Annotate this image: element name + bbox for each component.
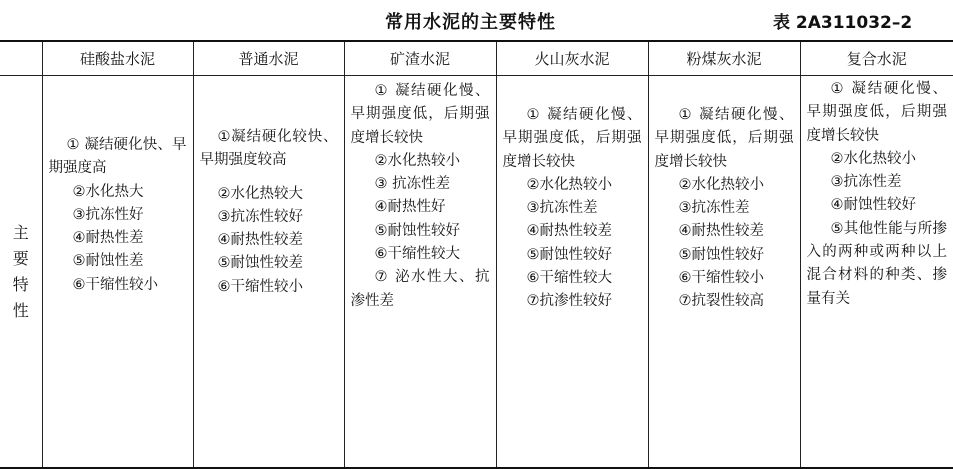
property-item: ⑤耐蚀性较好: [374, 222, 460, 239]
property-item: ⑥干缩性较小: [678, 270, 764, 287]
property-cell-pozzolana: [496, 76, 648, 469]
property-item: ⑤耐蚀性较好: [678, 246, 764, 263]
property-cell-composite: [800, 76, 953, 469]
property-item: ⑥干缩性较小: [72, 276, 158, 293]
property-tail: ⑦ 泌水性大、抗渗性差: [350, 269, 490, 309]
property-item: ②水化热较小: [830, 150, 916, 167]
property-lead: ① 凝结硬化慢、早期强度低，后期强度增长较快: [806, 81, 947, 144]
property-lead: ① 凝结硬化慢、早期强度低，后期强度增长较快: [502, 107, 642, 170]
property-lead: ① 凝结硬化快、早期强度高: [48, 137, 187, 177]
property-item: ③抗冻性好: [72, 206, 144, 223]
property-item: ②水化热较小: [526, 176, 612, 193]
property-item: ④耐热性较差: [678, 223, 764, 240]
property-tail: ⑤其他性能与所掺入的两种或两种以上混合材料的种类、掺量有关: [806, 220, 947, 307]
header-row: [0, 41, 953, 76]
column-header: 普通水泥: [193, 41, 344, 76]
property-item: ⑥干缩性较大: [526, 270, 612, 287]
property-lead: ①凝结硬化较快、早期强度较高: [199, 129, 338, 169]
column-header: 复合水泥: [800, 41, 953, 76]
row-header-label: 主要特性: [12, 222, 29, 320]
column-header: 硅酸盐水泥: [42, 41, 193, 76]
property-item: ②水化热较大: [217, 185, 303, 202]
column-header: 火山灰水泥: [496, 41, 648, 76]
property-item: ③抗冻性差: [830, 174, 902, 191]
property-item: ②水化热较小: [678, 176, 764, 193]
table-caption: [0, 4, 953, 34]
property-cell-fly-ash: [648, 76, 800, 469]
corner-cell: [0, 41, 42, 76]
property-item: ⑤耐蚀性较差: [217, 255, 303, 272]
property-item: ⑥干缩性较小: [217, 278, 303, 295]
column-header: 粉煤灰水泥: [648, 41, 800, 76]
property-item: ④耐蚀性较好: [830, 197, 916, 214]
property-item: ⑤耐蚀性差: [72, 253, 144, 270]
property-lead: ① 凝结硬化慢、早期强度低，后期强度增长较快: [654, 107, 794, 170]
property-item: ⑥干缩性较大: [374, 246, 460, 263]
property-item: ⑦抗渗性较好: [526, 293, 612, 310]
property-item: ③抗冻性较好: [217, 208, 303, 225]
property-cell-ordinary: [193, 76, 344, 469]
cement-properties-table: [0, 40, 953, 469]
property-cell-portland: [42, 76, 193, 469]
table-number: 表 2A311032–2: [773, 13, 913, 33]
column-header: 矿渣水泥: [344, 41, 496, 76]
property-cell-slag: [344, 76, 496, 469]
property-lead: ① 凝结硬化慢、早期强度低，后期强度增长较快: [350, 83, 490, 146]
property-item: ②水化热大: [72, 183, 144, 200]
properties-row: [0, 76, 953, 469]
property-item: ③抗冻性差: [678, 200, 750, 217]
property-item: ⑤耐蚀性较好: [526, 246, 612, 263]
property-item: ③抗冻性差: [526, 200, 598, 217]
property-item: ②水化热较小: [374, 152, 460, 169]
row-header-cell: [0, 76, 42, 469]
property-item: ④耐热性较差: [217, 232, 303, 249]
property-item: ③ 抗冻性差: [374, 176, 451, 193]
property-item: ④耐热性差: [72, 230, 144, 247]
property-item: ④耐热性好: [374, 199, 446, 216]
table-title: 常用水泥的主要特性: [385, 12, 556, 33]
property-item: ⑦抗裂性较高: [678, 293, 764, 310]
property-item: ④耐热性较差: [526, 223, 612, 240]
